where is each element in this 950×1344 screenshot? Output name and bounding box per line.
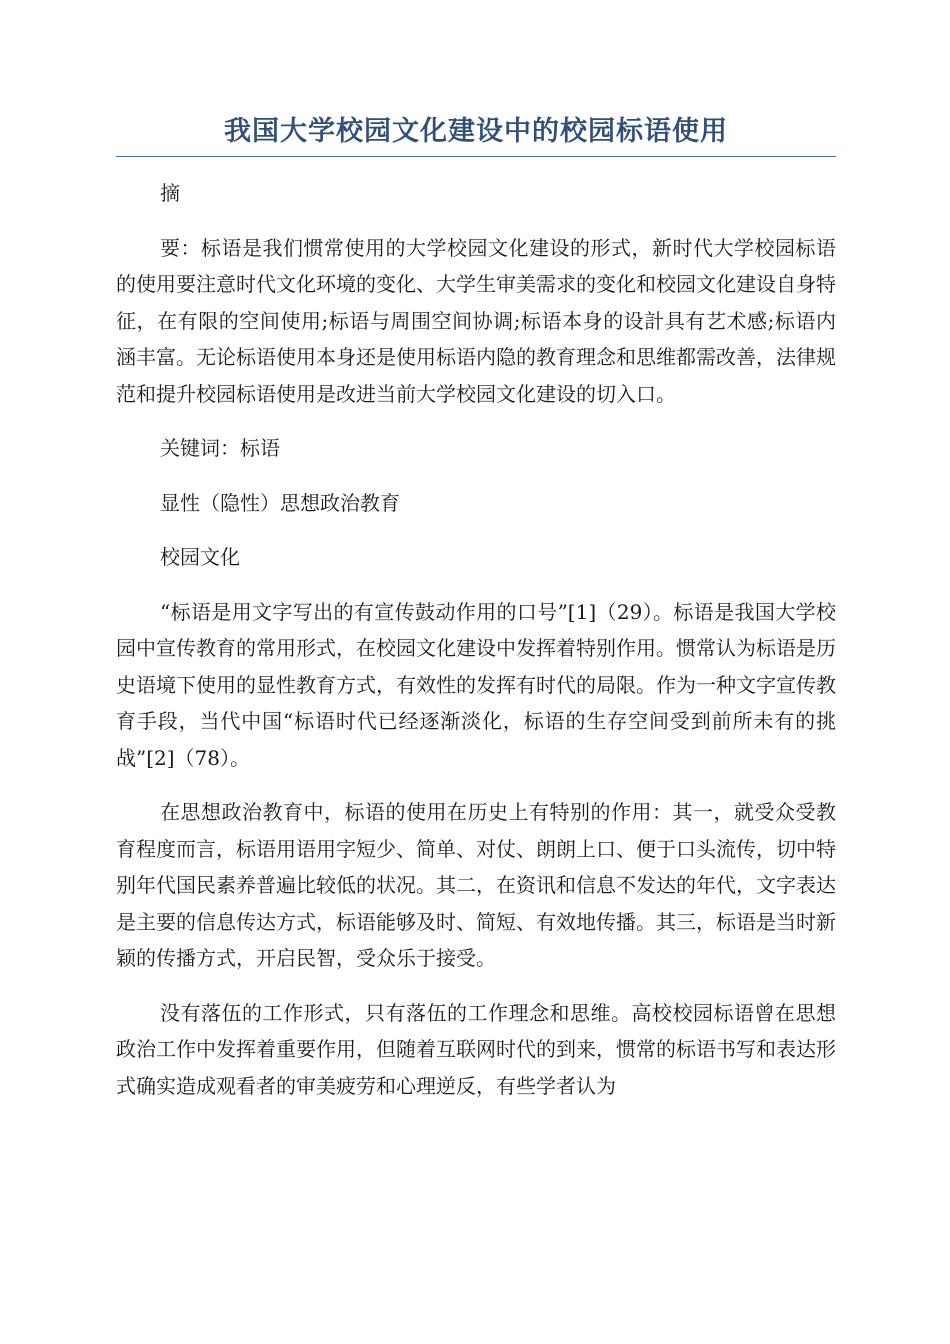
abstract-label: 摘 [160, 181, 180, 205]
body-paragraph-2: 在思想政治教育中，标语的使用在历史上有特别的作用：其一，就受众受教育程度而言，标语用语用字短少、简单、对仗、朗朗上口、便于口头流传，切中特别年代国民素养普遍比较低的状况。其二，在资讯和信息不发达的年代，文字表达是主要的信息传达方式，标语能够及时、简短、有效地传播。其三，标语是当时新颖的传播方式，开启民智，受众乐于接受。 [116, 800, 836, 970]
keyword-3: 校园文化 [160, 545, 240, 569]
document-page [116, 110, 836, 1122]
body-paragraph-3: 没有落伍的工作形式，只有落伍的工作理念和思维。高校校园标语曾在思想政治工作中发挥着重要作用，但随着互联网时代的到来，惯常的标语书写和表达形式确实造成观看者的审美疲劳和心理逆反，有些学者认为 [116, 1000, 836, 1098]
keyword-1: 关键词：标语 [160, 436, 280, 460]
keyword-2: 显性（隐性）思想政治教育 [160, 490, 400, 515]
body-paragraph-1: “标语是用文字写出的有宣传鼓动作用的口号”[1]（29）。标语是我国大学校园中宣传教育的常用形式，在校园文化建设中发挥着特别作用。惯常认为标语是历史语境下使用的显性教育方式，有效性的发挥有时代的局限。作为一种文字宣传教育手段，当代中国“标语时代已经逐渐淡化，标语的生存空间受到前所未有的挑战”[2]（78）。 [116, 599, 836, 770]
abstract-text: 要：标语是我们惯常使用的大学校园文化建设的形式，新时代大学校园标语的使用要注意时代文化环境的变化、大学生审美需求的变化和校园文化建设自身特征，在有限的空间使用;标语与周围空间协调;标语本身的设計具有艺术感;标语内涵丰富。无论标语使用本身还是使用标语内隐的教育理念和思维都需改善，法律规范和提升校园标语使用是改进当前大学校园文化建设的切入口。 [116, 235, 836, 406]
document-title: 我国大学校园文化建设中的校园标语使用 [224, 116, 728, 147]
title-underline [116, 156, 836, 157]
